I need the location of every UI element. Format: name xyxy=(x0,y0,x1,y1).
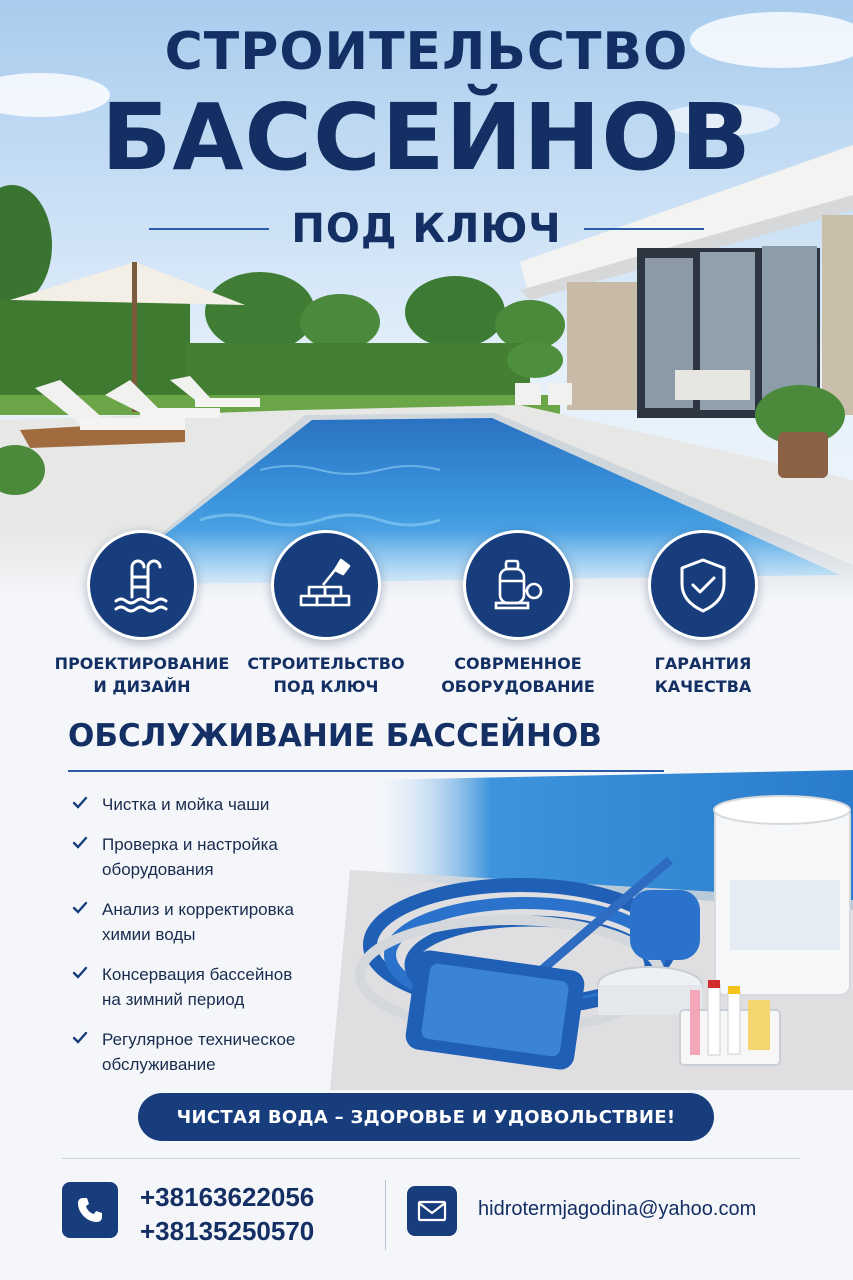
service-item-text: Регулярное техническое обслуживание xyxy=(102,1030,296,1074)
service-item-text: Анализ и корректировка химии воды xyxy=(102,900,294,944)
email-address[interactable]: hidrotermjagodina@yahoo.com xyxy=(478,1198,757,1220)
service-title: ОБСЛУЖИВАНИЕ БАССЕЙНОВ xyxy=(68,718,602,754)
service-item-water-chemistry xyxy=(72,897,352,947)
feature-guarantee xyxy=(603,530,803,698)
check-icon xyxy=(72,897,102,919)
pool-maintenance-equipment-illustration xyxy=(330,760,853,1090)
pool-filter-pump-icon xyxy=(463,530,573,640)
title-line-3: ПОД КЛЮЧ xyxy=(291,206,562,252)
subtitle-rule-left xyxy=(149,228,269,230)
subtitle-rule-right xyxy=(584,228,704,230)
service-item-text: Проверка и настройка оборудования xyxy=(102,835,278,879)
check-icon xyxy=(72,832,102,854)
features-row xyxy=(0,530,853,710)
subtitle-row xyxy=(0,204,853,254)
feature-construction xyxy=(226,530,426,698)
title-line-1: СТРОИТЕЛЬСТВО xyxy=(164,22,689,82)
slogan-banner: ЧИСТАЯ ВОДА – ЗДОРОВЬЕ И УДОВОЛЬСТВИЕ! xyxy=(138,1093,714,1141)
contacts-rule xyxy=(62,1158,800,1159)
check-icon xyxy=(72,962,102,984)
check-icon xyxy=(72,1027,102,1049)
hero-section xyxy=(0,0,853,600)
pool-ladder-icon xyxy=(87,530,197,640)
service-item-maintenance xyxy=(72,1027,352,1077)
bricks-trowel-icon xyxy=(271,530,381,640)
shield-check-icon xyxy=(648,530,758,640)
check-icon xyxy=(72,792,102,814)
contacts-divider xyxy=(385,1180,386,1250)
mail-icon xyxy=(407,1186,457,1236)
title-line-2: БАССЕЙНОВ xyxy=(101,84,752,191)
service-item-text: Чистка и мойка чаши xyxy=(102,795,270,814)
service-item-text: Консервация бассейнов на зимний период xyxy=(102,965,293,1009)
service-item-equipment-check xyxy=(72,832,352,882)
service-item-winterizing xyxy=(72,962,352,1012)
phone-icon xyxy=(62,1182,118,1238)
feature-equipment xyxy=(418,530,618,698)
feature-construction-label: СТРОИТЕЛЬСТВО ПОД КЛЮЧ xyxy=(247,654,405,696)
feature-equipment-label: СОВРМЕННОЕ ОБОРУДОВАНИЕ xyxy=(441,654,595,696)
feature-design xyxy=(42,530,242,698)
feature-guarantee-label: ГАРАНТИЯ КАЧЕСТВА xyxy=(654,654,752,696)
phone-number-1[interactable]: +38163622056 xyxy=(140,1182,315,1212)
feature-design-label: ПРОЕКТИРОВАНИЕ И ДИЗАЙН xyxy=(54,654,230,696)
service-list xyxy=(72,792,352,1092)
phone-number-2[interactable]: +38135250570 xyxy=(140,1216,315,1246)
phone-numbers xyxy=(140,1180,314,1248)
service-item-cleaning xyxy=(72,792,352,817)
